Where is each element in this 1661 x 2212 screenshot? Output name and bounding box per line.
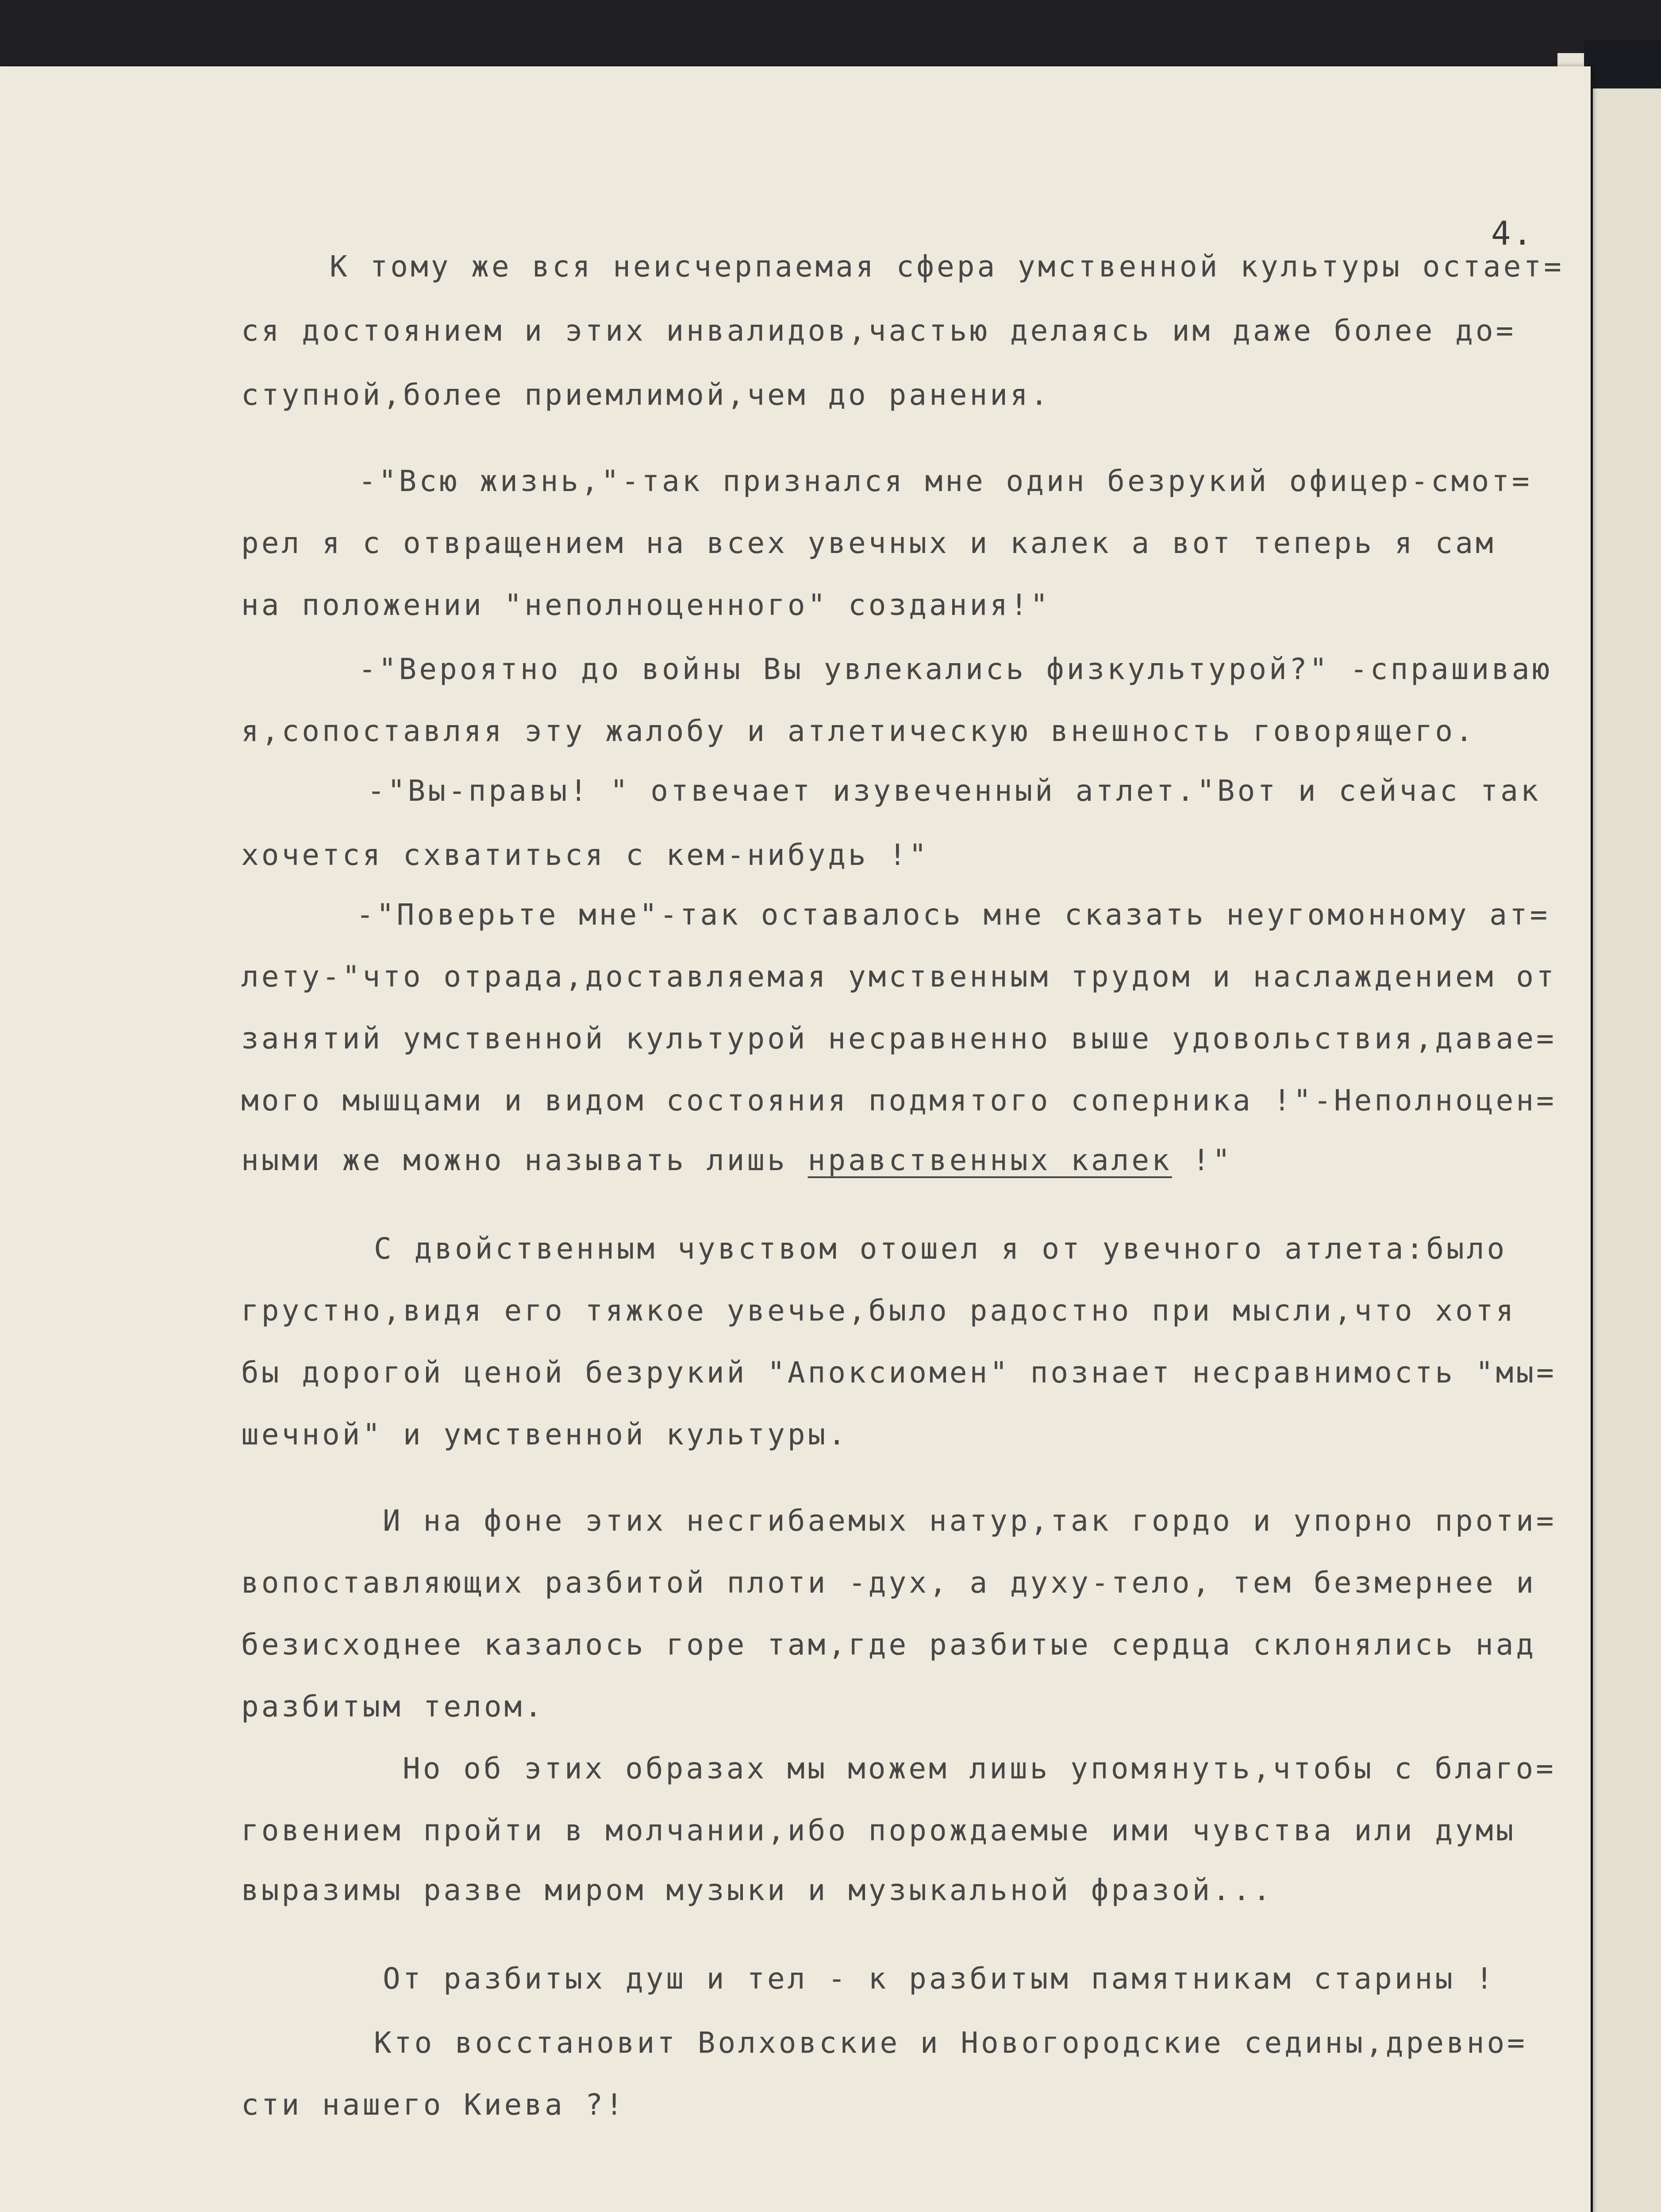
text-line: занятий умственной культурой несравненно выше удовольствия,давае= [241, 1022, 1557, 1056]
text-line: К тому же вся неисчерпаемая сфера умственной культуры остает= [330, 250, 1564, 284]
text-line: И на фоне этих несгибаемых натур,так гордо и упорно проти= [383, 1504, 1557, 1538]
text-line: Кто восстановит Волховские и Новогородские седины,древно= [374, 2026, 1527, 2060]
text-line [241, 1143, 1233, 1177]
page-number: 4. [1491, 215, 1534, 253]
text-line: ся достоянием и этих инвалидов,частью делаясь им даже более до= [241, 314, 1516, 348]
text-line: я,сопоставляя эту жалобу и атлетическую внешность говорящего. [241, 714, 1476, 748]
text-line: хочется схватиться с кем-нибудь !" [241, 838, 930, 872]
text-segment: ными же можно называть лишь [241, 1143, 788, 1177]
text-line: От разбитых душ и тел - к разбитым памятникам старины ! [383, 1962, 1496, 1996]
text-line: на положении "неполноценного" создания!" [241, 588, 1051, 622]
text-line: разбитым телом. [241, 1690, 545, 1724]
backing-sheet-rear [1593, 88, 1661, 2212]
text-line: -"Поверьте мне"-так оставалось мне сказать неугомонному ат= [356, 898, 1550, 932]
text-line: вопоставляющих разбитой плоти -дух, а духу-тело, тем безмернее и [241, 1566, 1537, 1600]
text-line: С двойственным чувством отошел я от увечного атлета:было [374, 1232, 1507, 1266]
text-line: -"Вы-правы! " отвечает изувеченный атлет."Вот и сейчас так [367, 774, 1541, 808]
text-line: -"Всю жизнь,"-так признался мне один безрукий офицер-смот= [358, 464, 1532, 498]
text-line: рел я с отвращением на всех увечных и калек а вот теперь я сам [241, 526, 1496, 560]
text-line: говением пройти в молчании,ибо порождаемые ими чувства или думы [241, 1813, 1516, 1847]
text-line: -"Вероятно до войны Вы увлекались физкультурой?" -спрашиваю [358, 652, 1553, 686]
typewritten-page [0, 66, 1591, 2212]
text-line: бы дорогой ценой безрукий "Апоксиомен" познает несравнимость "мы= [241, 1356, 1557, 1390]
text-line: лету-"что отрада,доставляемая умственным трудом и наслаждением от [241, 960, 1557, 994]
text-line: шечной" и умственной культуры. [241, 1417, 849, 1452]
text-line: грустно,видя его тяжкое увечье,было радостно при мысли,что хотя [241, 1294, 1516, 1328]
text-line: Но об этих образах мы можем лишь упомянуть,чтобы с благо= [403, 1751, 1556, 1786]
text-segment: !" [1172, 1143, 1233, 1177]
text-line: сти нашего Киева ?! [241, 2088, 626, 2122]
underlined-phrase: нравственных калек [807, 1143, 1172, 1177]
text-line: выразимы разве миром музыки и музыкальной фразой... [241, 1873, 1273, 1907]
text-line: безисходнее казалось горе там,где разбитые сердца склонялись над [241, 1628, 1537, 1662]
text-line: мого мышцами и видом состояния подмятого соперника !"-Неполноцен= [241, 1083, 1557, 1118]
text-line: ступной,более приемлимой,чем до ранения. [241, 378, 1051, 412]
